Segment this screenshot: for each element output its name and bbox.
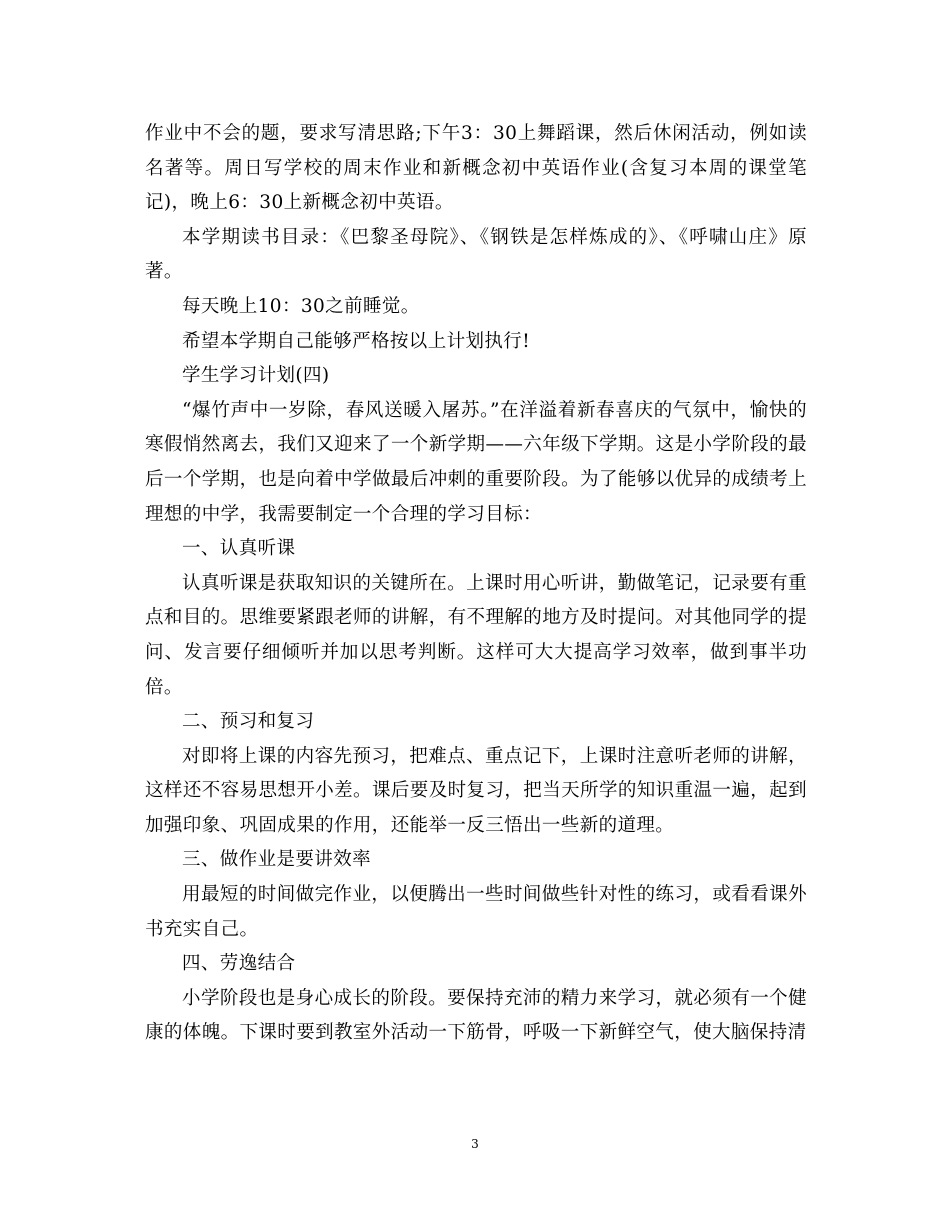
body-text [145, 117, 807, 1051]
paragraph: 作业中不会的题，要求写清思路;下午3：30上舞蹈课，然后休闲活动，例如读名著等。周日写学校的周末作业和新概念初中英语作业(含复习本周的课堂笔记)，晚上6：30上新概念初中英语。 [145, 123, 807, 214]
paragraph: 小学阶段也是身心成长的阶段。要保持充沛的精力来学习，就必须有一个健康的体魄。下课时要到教室外活动一下筋骨，呼吸一下新鲜空气，使大脑保持清 [145, 987, 807, 1044]
paragraph: “爆竹声中一岁除，春风送暖入屠苏。”在洋溢着新春喜庆的气氛中，愉快的寒假悄然离去，我们又迎来了一个新学期——六年级下学期。这是小学阶段的最后一个学期，也是向着中学做最后冲刺的重要阶段。为了能够以优异的成绩考上理想的中学，我需要制定一个合理的学习目标： [145, 399, 807, 525]
section-heading: 二、预习和复习 [182, 711, 315, 733]
paragraph: 认真听课是获取知识的关键所在。上课时用心听讲，勤做笔记，记录要有重点和目的。思维要紧跟老师的讲解，有不理解的地方及时提问。对其他同学的提问、发言要仔细倾听并加以思考判断。这样可大大提高学习效率，做到事半功倍。 [145, 572, 807, 698]
paragraph: 希望本学期自己能够严格按以上计划执行! [182, 330, 531, 352]
section-heading: 四、劳逸结合 [182, 953, 296, 975]
section-heading: 一、认真听课 [182, 538, 296, 560]
paragraph: 用最短的时间做完作业，以便腾出一些时间做些针对性的练习，或看看课外书充实自己。 [145, 884, 807, 940]
paragraph: 本学期读书目录：《巴黎圣母院》、《钢铁是怎样炼成的》、《呼啸山庄》原著。 [145, 226, 807, 283]
paragraph: 每天晚上10：30之前睡觉。 [182, 295, 420, 317]
paragraph: 对即将上课的内容先预习，把难点、重点记下，上课时注意听老师的讲解，这样还不容易思想开小差。课后要及时复习，把当天所学的知识重温一遍，起到加强印象、巩固成果的作用，还能举一反三悟出一些新的道理。 [145, 745, 807, 836]
page-number: 3 [471, 1137, 479, 1151]
section-heading: 学生学习计划(四) [182, 365, 330, 387]
section-heading: 三、做作业是要讲效率 [182, 849, 372, 871]
